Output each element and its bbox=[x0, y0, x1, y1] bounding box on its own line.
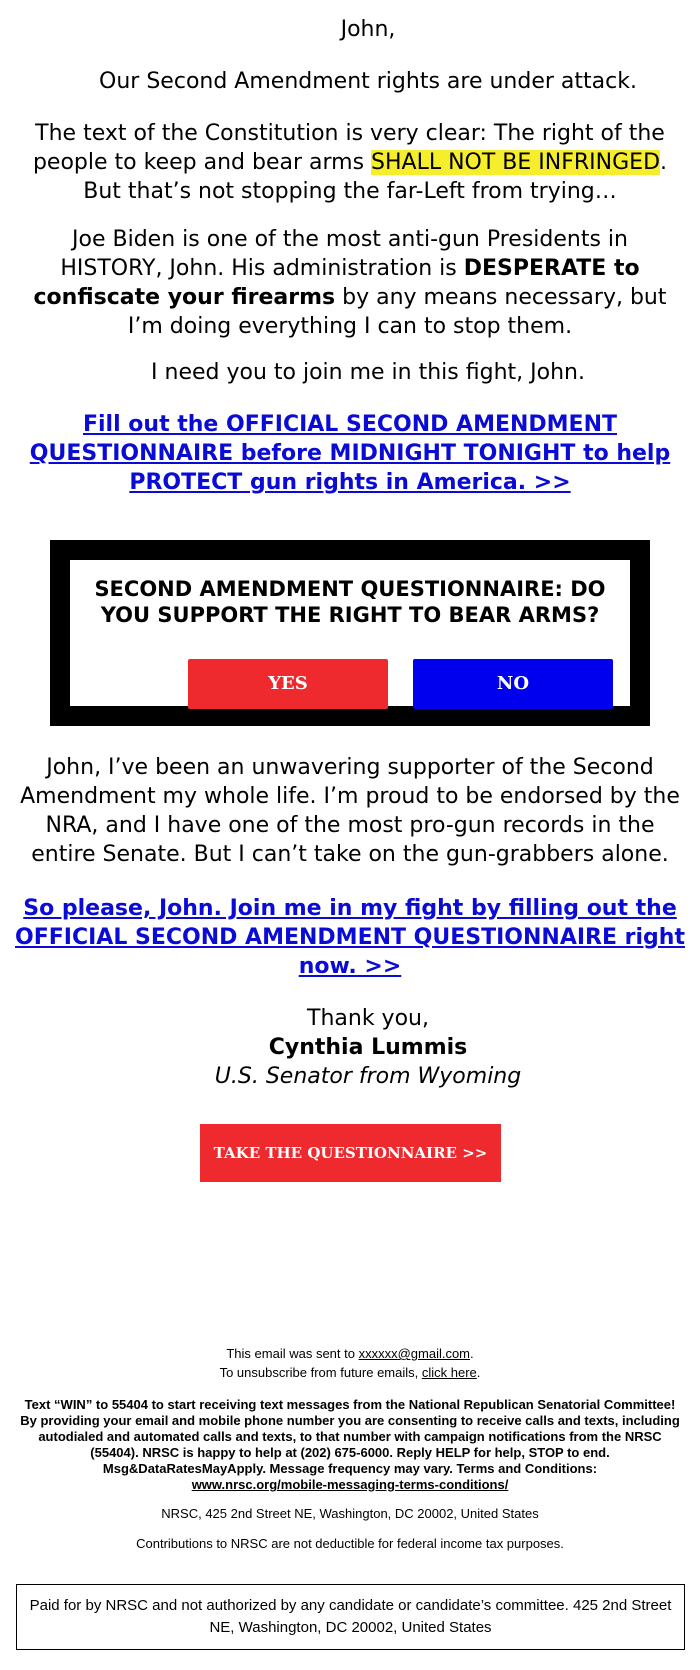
paragraph-join-fight: I need you to join me in this fight, John. bbox=[151, 360, 585, 385]
unsubscribe-prefix: To unsubscribe from future emails, bbox=[219, 1365, 422, 1380]
sent-to-line bbox=[0, 1345, 700, 1362]
paid-for-box: Paid for by NRSC and not authorized by any candidate or candidate’s committee. 425 2nd Street NE, Washington, DC 20002, United States bbox=[16, 1584, 685, 1650]
no-button[interactable]: NO bbox=[413, 659, 613, 709]
paragraph-biden bbox=[0, 225, 700, 341]
sms-disclaimer bbox=[0, 1397, 700, 1493]
bold-desperate-confiscate: DESPERATE to confiscate your firearms bbox=[33, 256, 640, 310]
sent-to-prefix: This email was sent to bbox=[226, 1346, 359, 1361]
paragraph-biden-text-1: Joe Biden is one of the most anti-gun Presidents in HISTORY, John. His administration is bbox=[60, 227, 628, 281]
unsubscribe-link[interactable]: click here bbox=[421, 1365, 477, 1380]
sent-to-suffix: . bbox=[470, 1346, 474, 1361]
questionnaire-box bbox=[50, 540, 650, 726]
sent-to-email-link[interactable]: xxxxxx@gmail.com bbox=[358, 1346, 471, 1361]
paragraph-supporter: John, I’ve been an unwavering supporter of the Second Amendment my whole life. I’m proud to be endorsed by the NRA, and I have one of the most pro-gun records in the entire Senate. But I can’t take on the gun-grabbers alone. bbox=[20, 755, 680, 867]
highlight-shall-not-be-infringed: SHALL NOT BE INFRINGED bbox=[371, 150, 661, 175]
signoff: Thank you, bbox=[307, 1006, 429, 1031]
questionnaire-title: SECOND AMENDMENT QUESTIONNAIRE: DO YOU SUPPORT THE RIGHT TO BEAR ARMS? bbox=[94, 577, 606, 627]
take-questionnaire-button[interactable]: TAKE THE QUESTIONNAIRE >> bbox=[200, 1124, 501, 1182]
questionnaire-inner bbox=[70, 560, 630, 706]
signer-name: Cynthia Lummis bbox=[268, 1035, 468, 1060]
paragraph-biden-text-2: by any means necessary, but I’m doing everything I can to stop them. bbox=[127, 285, 667, 339]
unsubscribe-line bbox=[0, 1364, 700, 1381]
paragraph-rights-attack: Our Second Amendment rights are under attack. bbox=[99, 69, 637, 94]
questionnaire-link-bottom[interactable]: So please, John. Join me in my fight by filling out the OFFICIAL SECOND AMENDMENT QUESTIONNAIRE right now. >> bbox=[15, 896, 685, 979]
sms-disclaimer-text: Text “WIN” to 55404 to start receiving text messages from the National Republican Senatorial Committee! By providing your email and mobile phone number you are consenting to receive calls and texts, including autodialed and automated calls and texts, to that number with campaign notifications from the NRSC (55404). NRSC is happy to help at (202) 675-6000. Reply HELP for help, STOP to end. Msg&DataRatesMayApply. Message frequency may vary. Terms and Conditions: bbox=[20, 1397, 680, 1476]
unsubscribe-suffix: . bbox=[476, 1365, 481, 1380]
address: NRSC, 425 2nd Street NE, Washington, DC 20002, United States bbox=[161, 1506, 539, 1521]
greeting: John, bbox=[340, 17, 396, 42]
paragraph-constitution-text-1: The text of the Constitution is very clear: The right of the people to keep and bear arms bbox=[32, 121, 665, 175]
signer-title: U.S. Senator from Wyoming bbox=[214, 1064, 522, 1089]
questionnaire-link-top[interactable]: Fill out the OFFICIAL SECOND AMENDMENT QUESTIONNAIRE before MIDNIGHT TONIGHT to help PROTECT gun rights in America. >> bbox=[29, 412, 671, 495]
sms-terms-link[interactable]: www.nrsc.org/mobile-messaging-terms-conditions/ bbox=[191, 1477, 509, 1492]
paragraph-constitution bbox=[0, 119, 700, 206]
paragraph-constitution-text-2: . But that’s not stopping the far-Left from trying… bbox=[83, 150, 668, 204]
yes-button[interactable]: YES bbox=[188, 659, 388, 709]
contributions-disclaimer: Contributions to NRSC are not deductible for federal income tax purposes. bbox=[136, 1536, 564, 1551]
